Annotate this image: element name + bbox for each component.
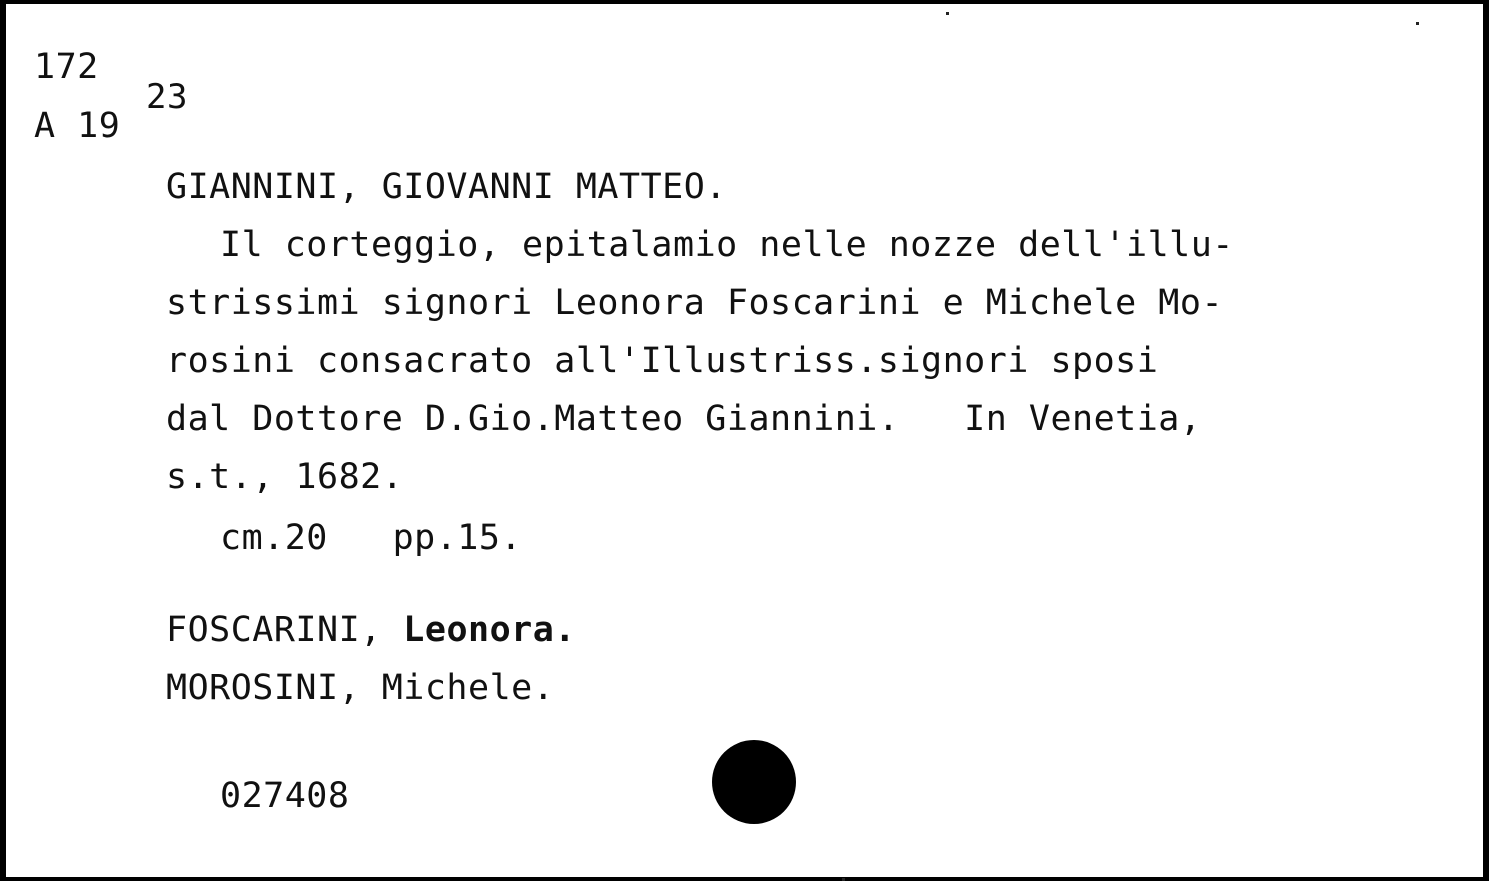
speck bbox=[946, 12, 949, 15]
punch-hole bbox=[712, 740, 796, 824]
call-number-line-2: A 19 bbox=[34, 106, 121, 146]
author-heading: GIANNINI, GIOVANNI MATTEO. bbox=[166, 167, 727, 207]
description-line-1: Il corteggio, epitalamio nelle nozze dell'illu- bbox=[220, 225, 1234, 265]
added-entry-morosini: MOROSINI, Michele. bbox=[166, 668, 555, 708]
added-entry-foscarini bbox=[166, 610, 576, 650]
description-line-2: strissimi signori Leonora Foscarini e Michele Mo- bbox=[166, 283, 1224, 323]
accession-number: 027408 bbox=[220, 776, 350, 816]
call-number-line-1: 172 bbox=[34, 47, 99, 87]
description-line-5: s.t., 1682. bbox=[166, 457, 404, 497]
collation: cm.20 pp.15. bbox=[220, 518, 523, 558]
speck bbox=[1416, 22, 1419, 25]
added-entry-foscarini-forename: Leonora. bbox=[403, 610, 576, 650]
call-number-superscript: 23 bbox=[146, 77, 188, 117]
description-line-3: rosini consacrato all'Illustriss.signori sposi bbox=[166, 341, 1159, 381]
added-entry-foscarini-surname: FOSCARINI, bbox=[166, 610, 404, 650]
description-line-4: dal Dottore D.Gio.Matteo Giannini. In Venetia, bbox=[166, 399, 1202, 439]
